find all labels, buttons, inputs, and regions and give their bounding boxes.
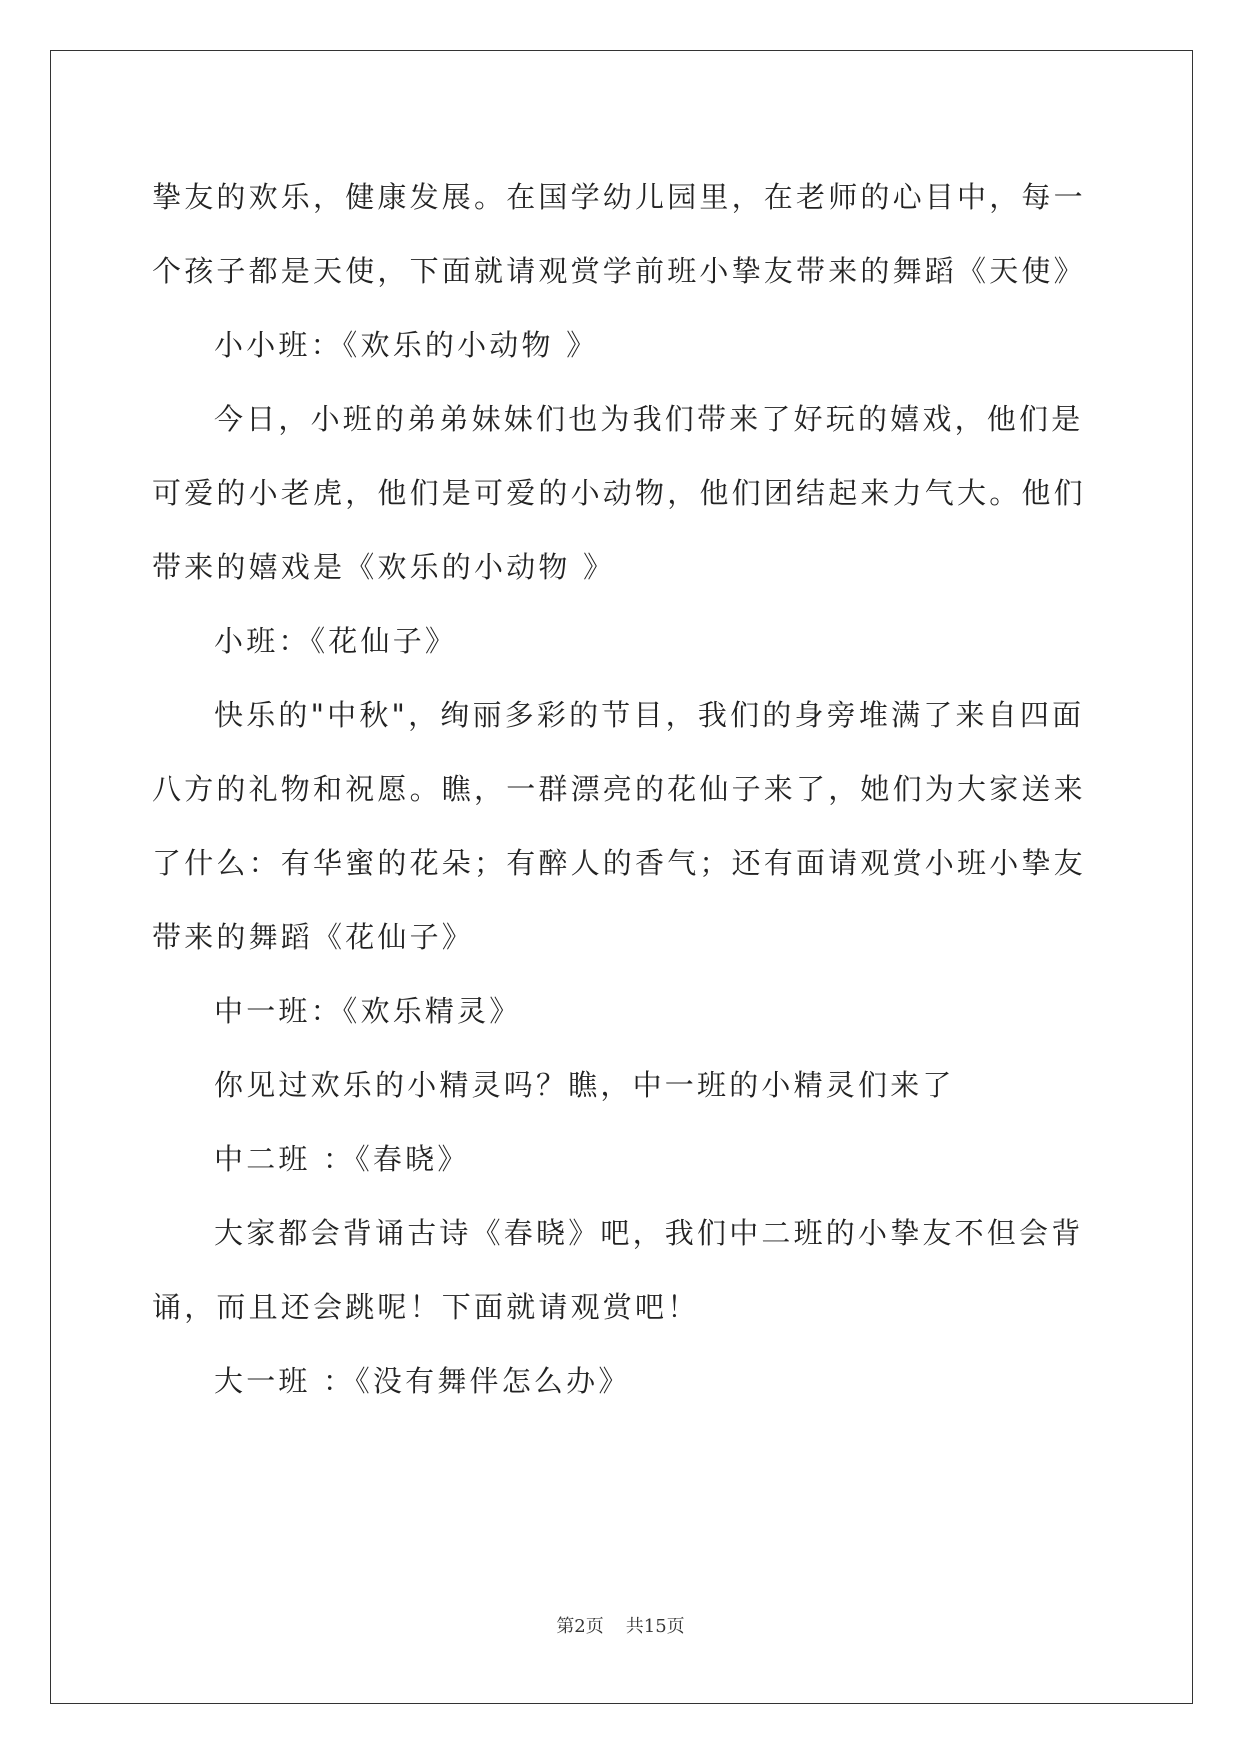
paragraph-7: 你见过欢乐的小精灵吗？瞧，中一班的小精灵们来了 <box>214 1068 955 1102</box>
paragraph-8: 中二班 ：《春晓》 <box>214 1142 470 1176</box>
paragraph-6: 中一班：《欢乐精灵》 <box>214 994 522 1028</box>
paragraph-5: 快乐的"中秋"，绚丽多彩的节目，我们的身旁堆满了来自四面八方的礼物和祝愿。瞧，一群漂亮的花仙子来了，她们为大家送来了什么：有华蜜的花朵；有醉人的香气；还有面请观赏小班小挚友带来的舞蹈《花仙子》 <box>152 698 1086 954</box>
page-total: 共15页 <box>625 1616 685 1637</box>
paragraph-3: 今日，小班的弟弟妹妹们也为我们带来了好玩的嬉戏，他们是可爱的小老虎，他们是可爱的小动物，他们团结起来力气大。他们带来的嬉戏是《欢乐的小动物 》 <box>152 402 1086 584</box>
page-footer <box>0 1612 1241 1638</box>
page-number: 第2页 <box>556 1616 604 1637</box>
paragraph-10: 大一班 ：《没有舞伴怎么办》 <box>214 1364 631 1398</box>
paragraph-9: 大家都会背诵古诗《春晓》吧，我们中二班的小挚友不但会背诵，而且还会跳呢！下面就请观赏吧！ <box>152 1216 1084 1324</box>
paragraph-2: 小小班：《欢乐的小动物 》 <box>214 328 599 362</box>
paragraph-1: 挚友的欢乐，健康发展。在国学幼儿园里，在老师的心目中，每一个孩子都是天使，下面就请观赏学前班小挚友带来的舞蹈《天使》 <box>152 180 1086 288</box>
paragraph-4: 小班：《花仙子》 <box>214 624 458 658</box>
document-body <box>152 160 1112 1418</box>
